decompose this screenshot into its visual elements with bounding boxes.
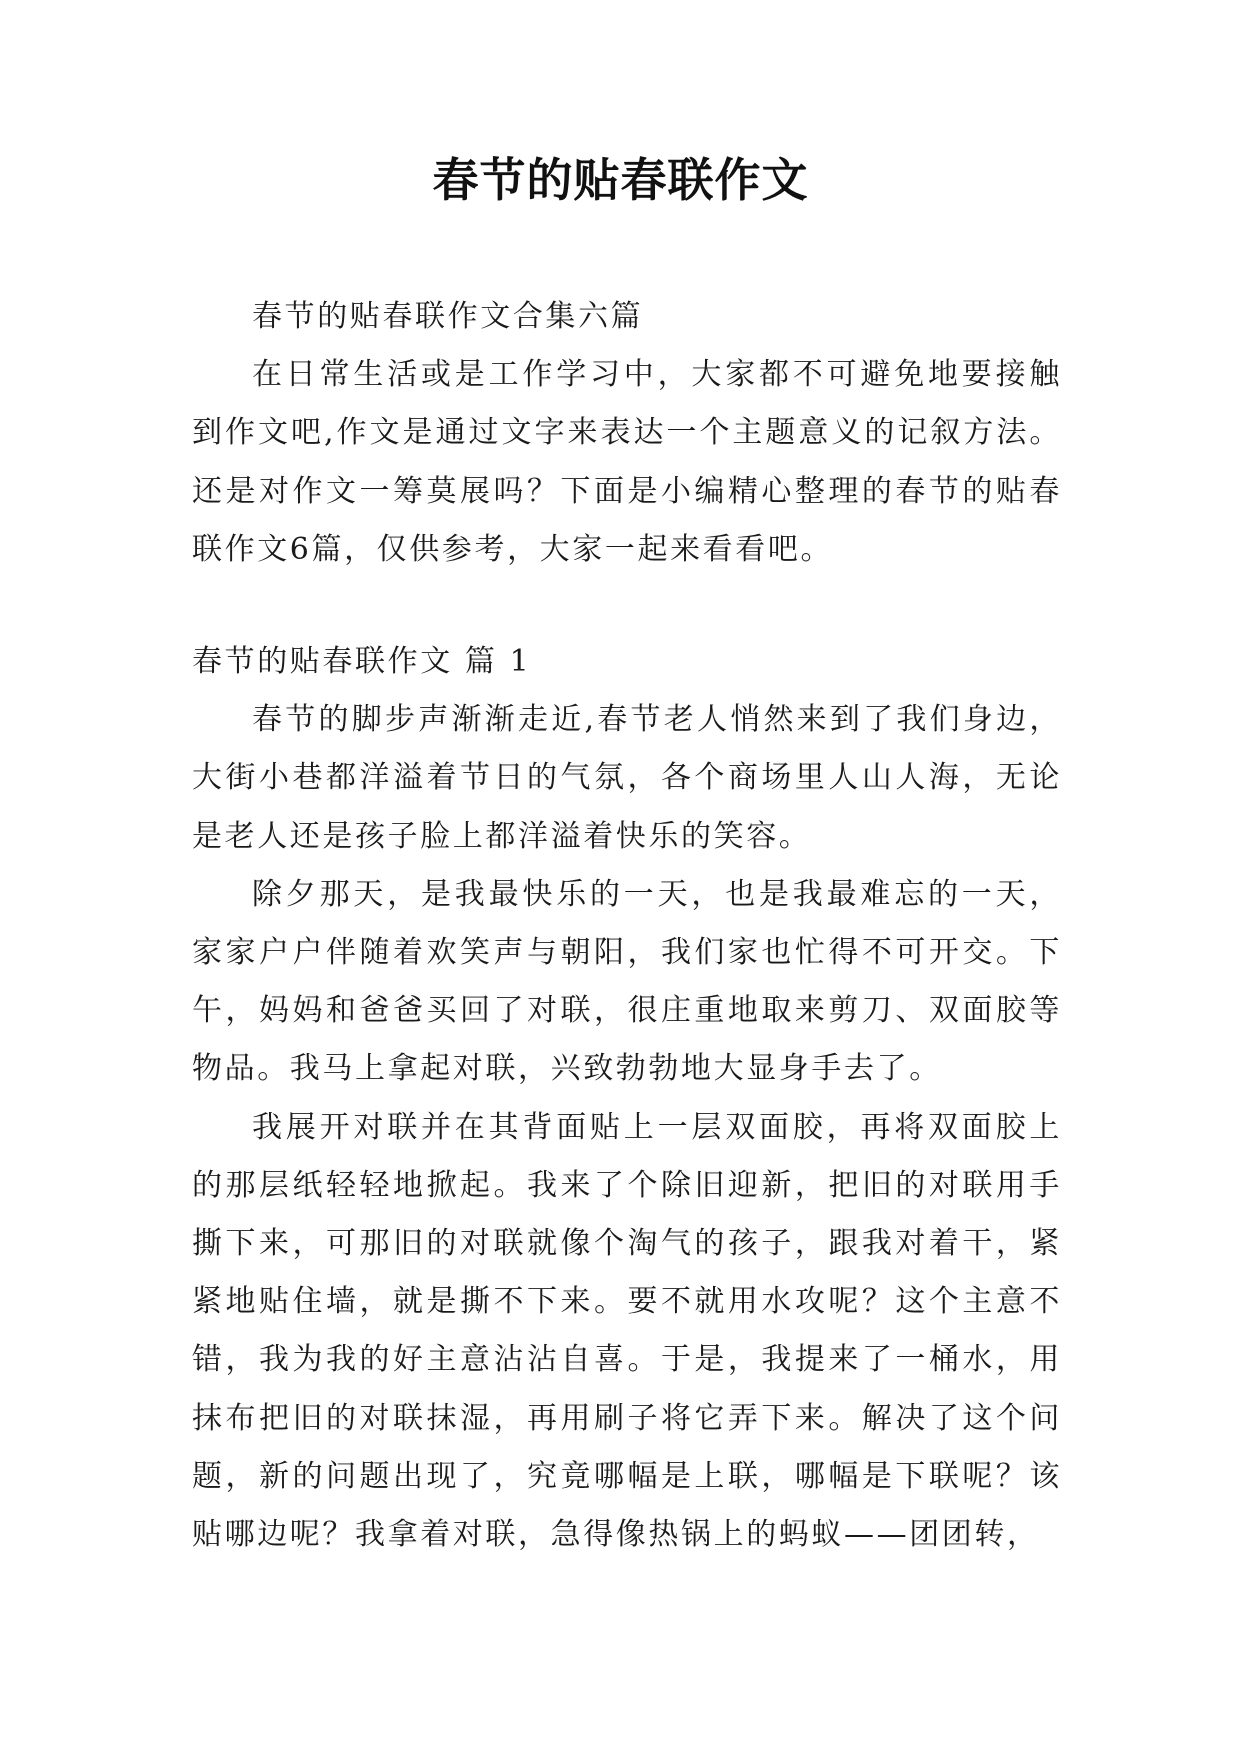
section-paragraph-1: 春节的脚步声渐渐走近,春节老人悄然来到了我们身边，大街小巷都洋溢着节日的气氛，各个商场里人山人海，无论是老人还是孩子脸上都洋溢着快乐的笑容。 xyxy=(192,702,1062,854)
collection-title: 春节的贴春联作文合集六篇 xyxy=(252,299,644,334)
section-heading: 春节的贴春联作文 篇 1 xyxy=(192,644,532,680)
document-body xyxy=(192,288,1062,1564)
section-paragraph-3: 我展开对联并在其背面贴上一层双面胶，再将双面胶上的那层纸轻轻地掀起。我来了个除旧迎新，把旧的对联用手撕下来，可那旧的对联就像个淘气的孩子，跟我对着干，紧紧地贴住墙，就是撕不下来。要不就用水攻呢？这个主意不错，我为我的好主意沾沾自喜。于是，我提来了一桶水，用抹布把旧的对联抹湿，再用刷子将它弄下来。解决了这个问题，新的问题出现了，究竟哪幅是上联，哪幅是下联呢？该贴哪边呢？我拿着对联，急得像热锅上的蚂蚁——团团转， xyxy=(192,1109,1062,1553)
document-title: 春节的贴春联作文 xyxy=(432,153,809,207)
intro-paragraph: 在日常生活或是工作学习中，大家都不可避免地要接触到作文吧,作文是通过文字来表达一个主题意义的记叙方法。还是对作文一筹莫展吗？下面是小编精心整理的春节的贴春联作文6篇，仅供参考，大家一起来看看吧。 xyxy=(192,357,1062,567)
section-paragraph-2: 除夕那天，是我最快乐的一天，也是我最难忘的一天，家家户户伴随着欢笑声与朝阳，我们家也忙得不可开交。下午，妈妈和爸爸买回了对联，很庄重地取来剪刀、双面胶等物品。我马上拿起对联，兴致勃勃地大显身手去了。 xyxy=(192,876,1062,1087)
